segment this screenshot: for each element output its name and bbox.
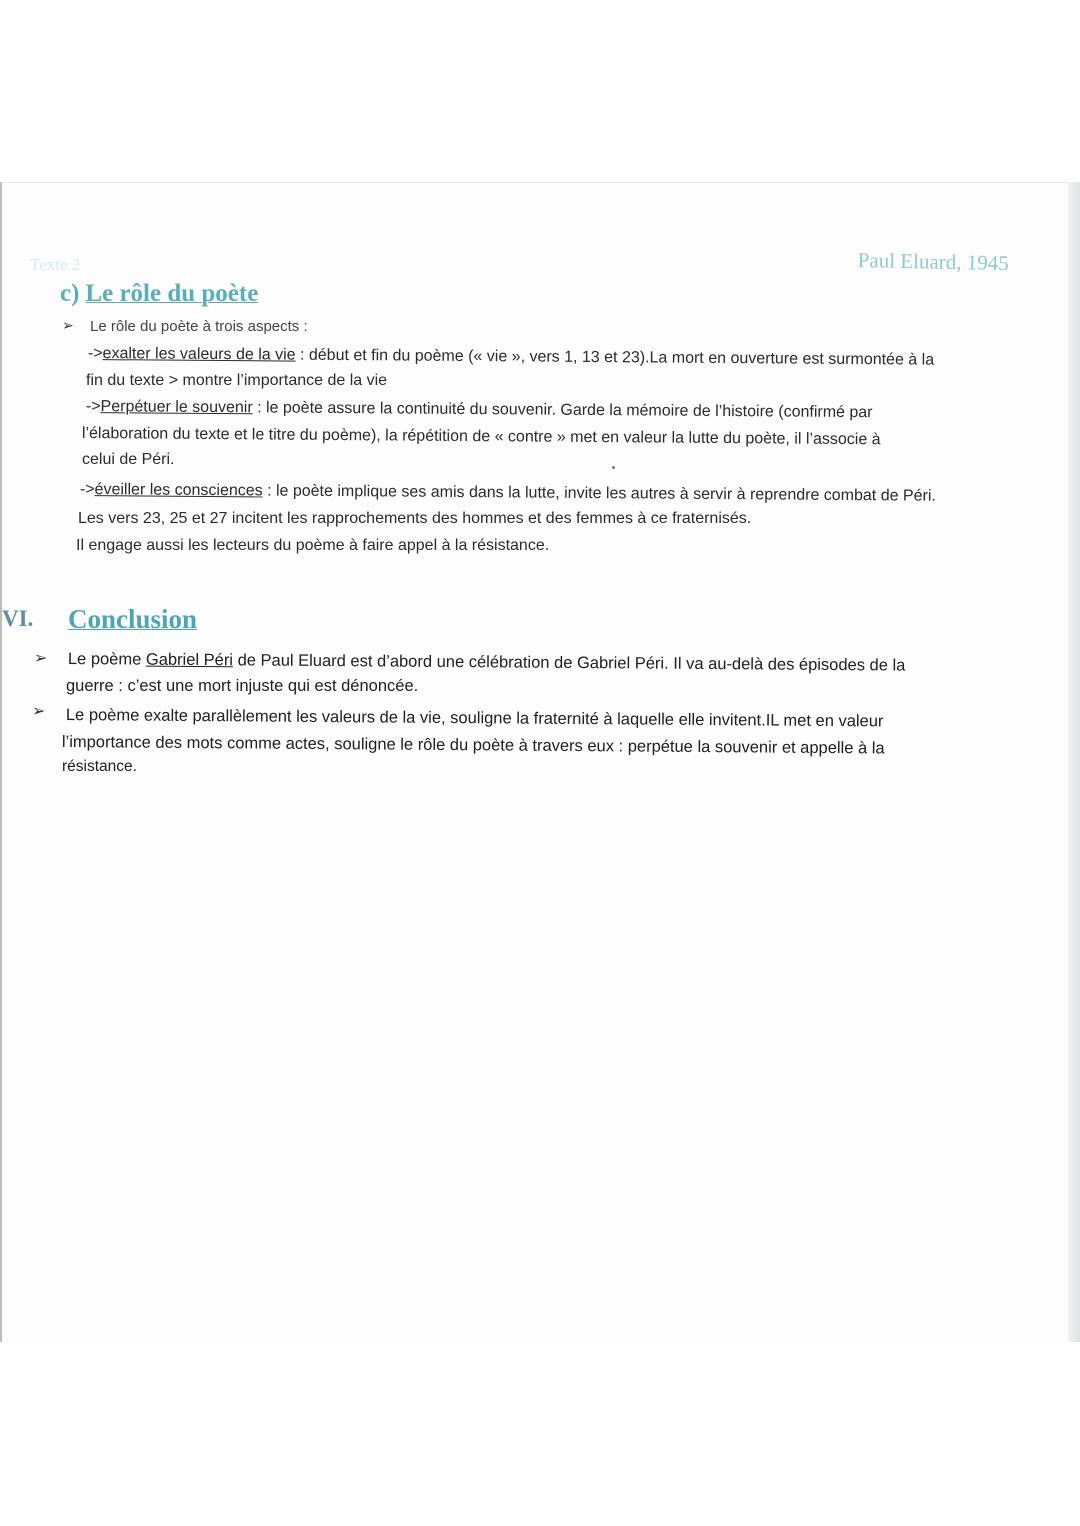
item-eveiller-line3: Il engage aussi les lecteurs du poème à faire appel à la résistance. bbox=[76, 537, 550, 554]
conclusion-p1-line2: guerre : c’est une mort injuste qui est dénoncée. bbox=[66, 677, 419, 695]
poem-title-gabriel-peri: Gabriel Péri bbox=[145, 650, 234, 670]
item-perpetuer-line3: celui de Péri. bbox=[82, 451, 175, 468]
item-perpetuer-line1: ->Perpétuer le souvenir : le poète assure la continuité du souvenir. Garde la mémoire de l’histoire (confirmé par bbox=[85, 397, 873, 422]
conclusion-p2-line2: l’importance des mots comme actes, souligne le rôle du poète à travers eux : perpétue la souvenir et appelle à la bbox=[61, 732, 885, 758]
item-eveiller-lead: éveiller les consciences bbox=[94, 481, 263, 500]
section-vi-title: Conclusion bbox=[68, 604, 198, 634]
item-exalter-line1: ->exalter les valeurs de la vie : début et fin du poème (« vie », vers 1, 13 et 23).La mort en ouverture est surmontée à la bbox=[87, 344, 935, 369]
item-perpetuer-lead: Perpétuer le souvenir bbox=[100, 398, 253, 417]
page-edge-shadow bbox=[1068, 182, 1080, 1342]
stray-dot bbox=[612, 466, 615, 469]
section-c-number: c) bbox=[60, 280, 80, 307]
header-text-label: Texte 2 bbox=[30, 255, 81, 274]
item-exalter-line2: fin du texte > montre l’importance de la vie bbox=[86, 372, 388, 389]
header-author-date: Paul Eluard, 1945 bbox=[857, 248, 1010, 276]
conclusion-p1-line1: Le poème Gabriel Péri de Paul Eluard est d’abord une célébration de Gabriel Péri. Il va au-delà des épisodes de la bbox=[67, 649, 906, 675]
section-c-heading bbox=[60, 280, 258, 308]
bullet-icon: ➢ bbox=[62, 317, 74, 333]
conclusion-p2-line3: résistance. bbox=[62, 758, 137, 775]
item-perpetuer-line2: l’élaboration du texte et le titre du poème), la répétition de « contre » met en valeur la lutte du poète, il l’associe à bbox=[81, 424, 881, 449]
item-exalter-lead: exalter les valeurs de la vie bbox=[102, 345, 296, 364]
section-c-title: Le rôle du poète bbox=[85, 280, 259, 307]
bullet-icon: ➢ bbox=[32, 703, 46, 720]
item-eveiller-line2: Les vers 23, 25 et 27 incitent les rapprochements des hommes et des femmes à ce fraternisés. bbox=[78, 510, 752, 527]
bullet-icon: ➢ bbox=[34, 650, 48, 667]
conclusion-p2-line1: Le poème exalte parallèlement les valeurs de la vie, souligne la fraternité à laquelle elle invitent.IL met en valeur bbox=[65, 705, 884, 731]
section-vi-number: VI. bbox=[2, 606, 34, 631]
section-c-intro: Le rôle du poète à trois aspects : bbox=[90, 318, 308, 335]
item-eveiller-line1: ->éveiller les consciences : le poète implique ses amis dans la lutte, invite les autres à servir à reprendre combat de Péri. bbox=[79, 480, 936, 505]
